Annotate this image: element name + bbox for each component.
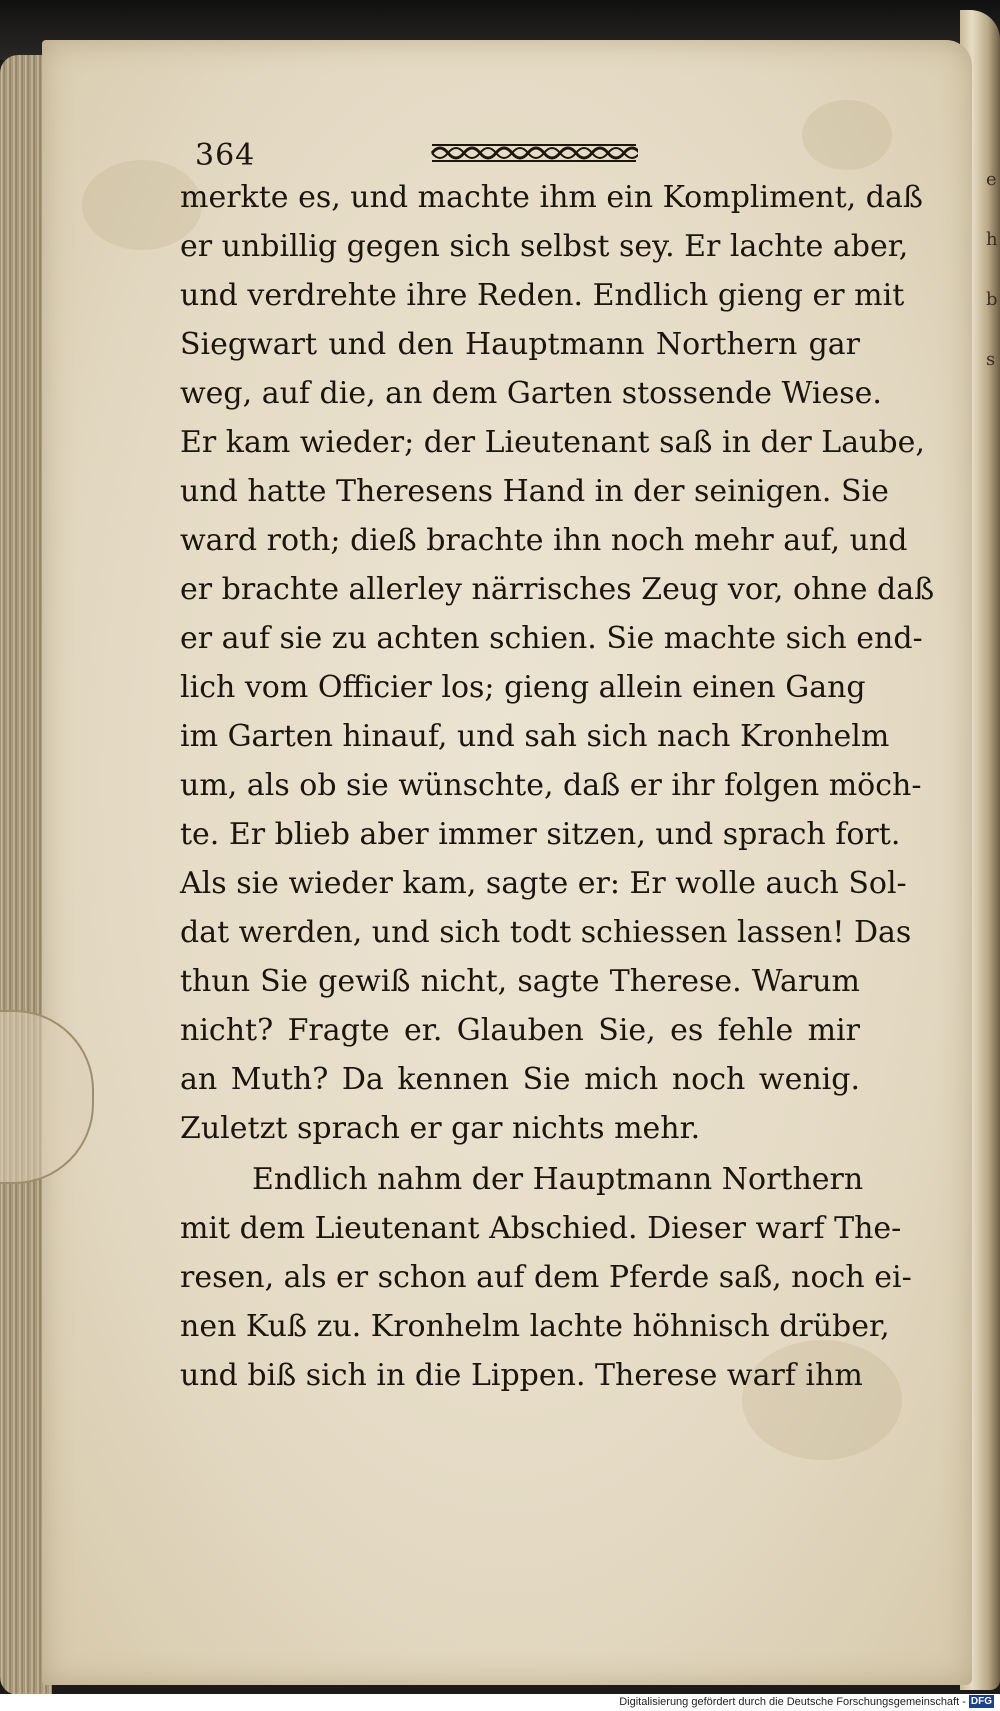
text-line: Er kam wieder; der Lieutenant saß in der Laube,	[180, 425, 925, 460]
text-line: und biß sich in die Lippen. Therese warf ihm	[180, 1358, 863, 1393]
text-line: an Muth? Da kennen Sie mich noch wenig.	[180, 1062, 860, 1097]
text-line: Zuletzt sprach er gar nichts mehr.	[180, 1111, 701, 1146]
text-line: und verdrehte ihre Reden. Endlich gieng er mit	[180, 278, 905, 313]
text-line: im Garten hinauf, und sah sich nach Kronhelm	[180, 719, 890, 754]
text-line: weg, auf die, an dem Garten stossende Wiese.	[180, 376, 882, 411]
text-line: resen, als er schon auf dem Pferde saß, noch ei-	[180, 1260, 912, 1295]
text-line: er unbillig gegen sich selbst sey. Er lachte aber,	[180, 229, 909, 264]
text-line: te. Er blieb aber immer sitzen, und sprach fort.	[180, 817, 901, 852]
text-line: Als sie wieder kam, sagte er: Er wolle auch Sol-	[180, 866, 907, 901]
edge-letter: b	[986, 289, 998, 310]
dfg-logo: DFG	[970, 1696, 992, 1707]
edge-letter: h	[986, 229, 998, 250]
text-line: thun Sie gewiß nicht, sagte Therese. Warum	[180, 964, 860, 999]
text-line: dat werden, und sich todt schiessen lassen! Das	[180, 915, 912, 950]
text-line: merkte es, und machte ihm ein Kompliment, daß	[180, 180, 923, 215]
text-line: und hatte Theresens Hand in der seinigen. Sie	[180, 474, 889, 509]
text-line: lich vom Officier los; gieng allein einen Gang	[180, 670, 866, 705]
text-line: um, als ob sie wünschte, daß er ihr folgen möch-	[180, 768, 922, 803]
edge-letter: e	[986, 169, 997, 190]
credit-text: Digitalisierung gefördert durch die Deutsche Forschungsgemeinschaft -	[619, 1695, 966, 1708]
text-line: er auf sie zu achten schien. Sie machte sich end-	[180, 621, 923, 656]
right-edge-letters	[986, 150, 1000, 390]
text-line: mit dem Lieutenant Abschied. Dieser warf The-	[180, 1211, 902, 1246]
text-line: nicht? Fragte er. Glauben Sie, es fehle mir	[180, 1013, 860, 1048]
text-line: er brachte allerley närrisches Zeug vor, ohne daß	[180, 572, 935, 607]
text-line: ward roth; dieß brachte ihn noch mehr auf, und	[180, 523, 908, 558]
text-line: nen Kuß zu. Kronhelm lachte höhnisch drüber,	[180, 1309, 890, 1344]
edge-letter: s	[986, 349, 996, 370]
digitization-credit	[619, 1695, 994, 1708]
page-number: 364	[195, 138, 256, 173]
ornament-icon	[430, 142, 638, 164]
text-line: Endlich nahm der Hauptmann Northern	[252, 1162, 864, 1197]
text-line: Siegwart und den Hauptmann Northern gar	[180, 327, 860, 362]
